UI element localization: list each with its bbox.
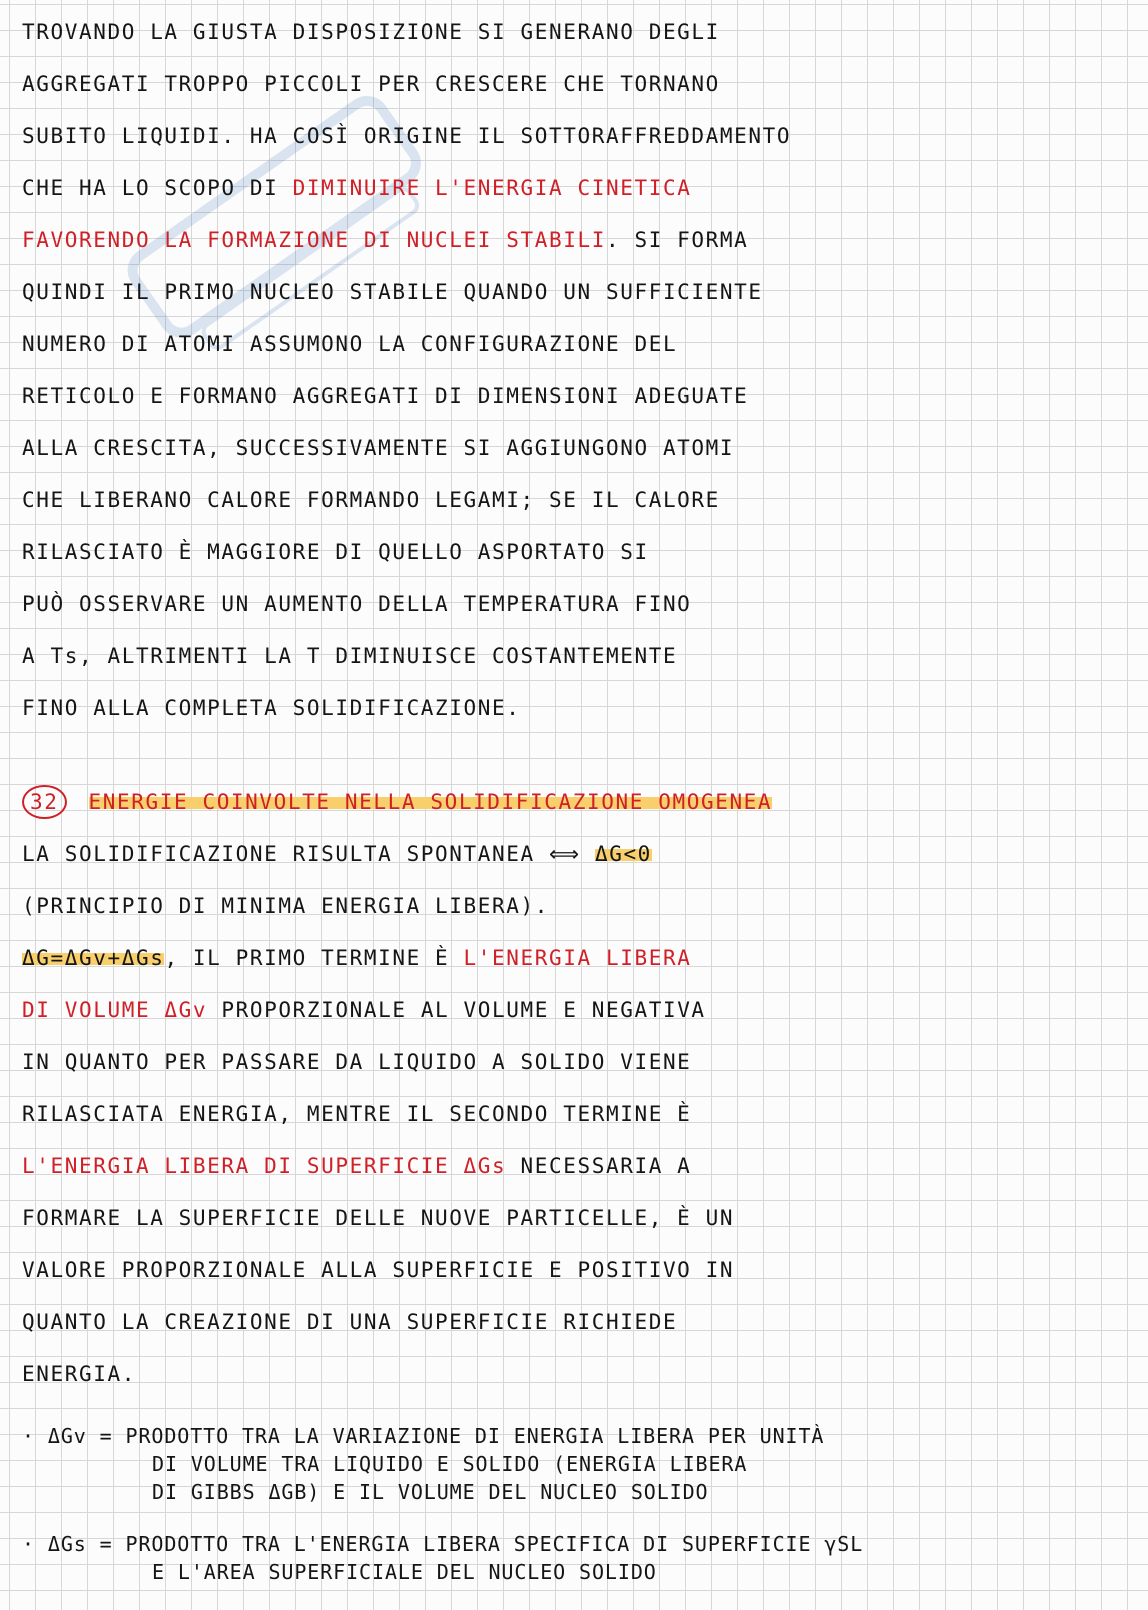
bullet-line: E L'AREA SUPERFICIALE DEL NUCLEO SOLIDO <box>152 1560 657 1584</box>
text-line: ALLA CRESCITA, SUCCESSIVAMENTE SI AGGIUNGONO ATOMI <box>22 436 735 460</box>
text-line: QUINDI IL PRIMO NUCLEO STABILE QUANDO UN SUFFICIENTE <box>22 280 763 304</box>
bullet-line: DI GIBBS ΔGB) E IL VOLUME DEL NUCLEO SOLIDO <box>152 1480 709 1504</box>
text-line: QUANTO LA CREAZIONE DI UNA SUPERFICIE RICHIEDE <box>22 1310 678 1334</box>
text-line: RILASCIATA ENERGIA, MENTRE IL SECONDO TERMINE È <box>22 1102 692 1126</box>
text-line: RILASCIATO È MAGGIORE DI QUELLO ASPORTATO SI <box>22 540 649 564</box>
formula-highlight: ΔG=ΔGv+ΔGs <box>22 946 165 970</box>
formula-highlight: ΔG<0 <box>594 842 652 866</box>
text-line <box>22 220 1134 260</box>
text-line: PUÒ OSSERVARE UN AUMENTO DELLA TEMPERATURA FINO <box>22 592 692 616</box>
section-number: 32 <box>22 785 67 819</box>
text-line: (PRINCIPIO DI MINIMA ENERGIA LIBERA). <box>22 894 549 918</box>
text-line <box>22 938 1134 978</box>
text-line: VALORE PROPORZIONALE ALLA SUPERFICIE E POSITIVO IN <box>22 1258 735 1282</box>
text-segment: , IL PRIMO TERMINE È <box>164 946 464 970</box>
text-segment: NECESSARIA A <box>506 1154 692 1178</box>
text-line: SUBITO LIQUIDI. HA COSÌ ORIGINE IL SOTTORAFFREDDAMENTO <box>22 124 792 148</box>
text-line: IN QUANTO PER PASSARE DA LIQUIDO A SOLIDO VIENE <box>22 1050 692 1074</box>
highlighted-phrase: L'ENERGIA LIBERA <box>463 946 692 970</box>
text-line: A Ts, ALTRIMENTI LA T DIMINUISCE COSTANTEMENTE <box>22 644 678 668</box>
section-title: ENERGIE COINVOLTE NELLA SOLIDIFICAZIONE OMOGENEA <box>88 790 773 814</box>
text-segment: . SI FORMA <box>605 228 749 252</box>
highlighted-phrase: DIMINUIRE L'ENERGIA CINETICA <box>292 176 692 200</box>
text-line: CHE LIBERANO CALORE FORMANDO LEGAMI; SE IL CALORE <box>22 488 720 512</box>
text-line <box>22 1146 1134 1186</box>
text-line <box>22 834 1134 874</box>
bullet-line: · ΔGv = PRODOTTO TRA LA VARIAZIONE DI ENERGIA LIBERA PER UNITÀ <box>22 1424 825 1448</box>
text-segment: PROPORZIONALE AL VOLUME E NEGATIVA <box>207 998 706 1022</box>
bullet-line: · ΔGs = PRODOTTO TRA L'ENERGIA LIBERA SPECIFICA DI SUPERFICIE γSL <box>22 1532 864 1556</box>
highlighted-phrase: FAVORENDO LA FORMAZIONE DI NUCLEI STABILI <box>22 228 606 252</box>
text-line: AGGREGATI TROPPO PICCOLI PER CRESCERE CHE TORNANO <box>22 72 720 96</box>
text-line: RETICOLO E FORMANO AGGREGATI DI DIMENSIONI ADEGUATE <box>22 384 749 408</box>
text-line <box>22 990 1134 1030</box>
section-heading <box>22 782 1134 822</box>
highlighted-phrase: L'ENERGIA LIBERA DI SUPERFICIE ΔGs <box>22 1154 507 1178</box>
text-line: FINO ALLA COMPLETA SOLIDIFICAZIONE. <box>22 696 521 720</box>
text-line: ENERGIA. <box>22 1362 136 1386</box>
text-line: TROVANDO LA GIUSTA DISPOSIZIONE SI GENERANO DEGLI <box>22 20 720 44</box>
text-line: FORMARE LA SUPERFICIE DELLE NUOVE PARTICELLE, È UN <box>22 1206 735 1230</box>
text-segment: CHE HA LO SCOPO DI <box>22 176 293 200</box>
text-line: NUMERO DI ATOMI ASSUMONO LA CONFIGURAZIONE DEL <box>22 332 678 356</box>
text-line <box>22 168 1134 208</box>
text-segment: LA SOLIDIFICAZIONE RISULTA SPONTANEA ⟺ <box>22 842 595 866</box>
highlighted-phrase: DI VOLUME ΔGv <box>22 998 208 1022</box>
bullet-line: DI VOLUME TRA LIQUIDO E SOLIDO (ENERGIA LIBERA <box>152 1452 748 1476</box>
